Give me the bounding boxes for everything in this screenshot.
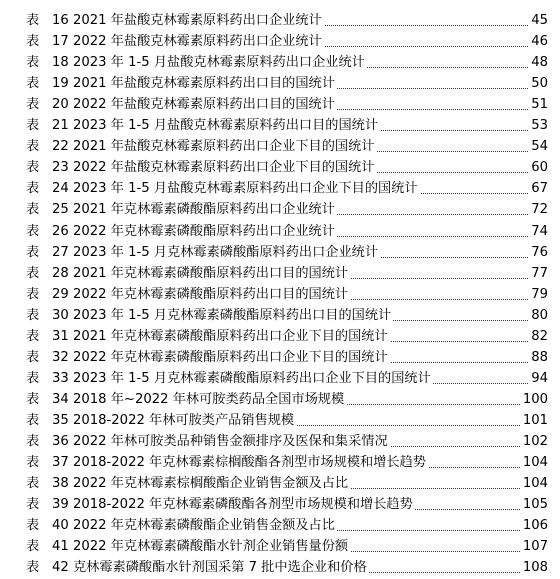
toc-entry[interactable] <box>0 431 560 453</box>
toc-entry-prefix: 表 <box>26 34 40 50</box>
toc-entry-prefix: 表 <box>26 118 40 134</box>
toc-entry-title[interactable]: 30 2023 年 1-5 月克林霉素磷酸酯原料药出口目的国统计 <box>52 305 393 327</box>
toc-entry[interactable] <box>0 452 560 474</box>
toc-entry[interactable] <box>0 178 560 200</box>
toc-entry-prefix: 表 <box>26 76 40 92</box>
toc-entry-title[interactable]: 35 2018-2022 年林可胺类产品销售规模 <box>52 410 296 432</box>
toc-entry-title[interactable]: 33 2023 年 1-5 月克林霉素磷酸酯原料药出口企业下目的国统计 <box>52 368 433 390</box>
toc-entry-title[interactable]: 32 2022 年克林霉素磷酸酯原料药出口企业下目的国统计 <box>52 347 390 369</box>
toc-entry[interactable] <box>0 73 560 95</box>
toc-entry[interactable] <box>0 136 560 158</box>
toc-entry-title[interactable]: 22 2021 年盐酸克林霉素原料药出口企业下目的国统计 <box>52 136 376 158</box>
toc-entry[interactable] <box>0 410 560 432</box>
toc-entry-page-number[interactable]: 94 <box>529 368 548 390</box>
toc-entry[interactable] <box>0 389 560 411</box>
toc-entry-page-number[interactable]: 67 <box>529 178 548 200</box>
toc-entry[interactable] <box>0 347 560 369</box>
toc-entry-page-number[interactable]: 108 <box>521 557 548 579</box>
toc-entry-prefix: 表 <box>26 328 40 344</box>
toc-entry[interactable] <box>0 284 560 306</box>
toc-entry-prefix: 表 <box>26 539 40 555</box>
toc-entry-title[interactable]: 39 2018-2022 年克林霉素磷酸酯各剂型市场规模和增长趋势 <box>52 494 415 516</box>
toc-entry-page-number[interactable]: 82 <box>529 326 548 348</box>
toc-entry-page-number[interactable]: 105 <box>521 494 548 516</box>
toc-entry[interactable] <box>0 368 560 390</box>
toc-entry-page-number[interactable]: 88 <box>529 347 548 369</box>
toc-entry-prefix: 表 <box>26 55 40 71</box>
toc-entry-prefix: 表 <box>26 497 40 513</box>
toc-entry[interactable] <box>0 263 560 285</box>
toc-entry-page-number[interactable]: 102 <box>521 431 548 453</box>
toc-entry-title[interactable]: 24 2023 年 1-5 月盐酸克林霉素原料药出口企业下目的国统计 <box>52 178 420 200</box>
toc-entry-title[interactable]: 21 2023 年 1-5 月盐酸克林霉素原料药出口目的国统计 <box>52 115 380 137</box>
toc-entry-title[interactable]: 38 2022 年克林霉素棕榈酸酯企业销售金额及占比 <box>52 473 350 495</box>
toc-entry-title[interactable]: 40 2022 年克林霉素磷酸酯企业销售金额及占比 <box>52 515 337 537</box>
toc-entry-prefix: 表 <box>26 223 40 239</box>
toc-entry-prefix: 表 <box>26 265 40 281</box>
toc-entry-prefix: 表 <box>26 476 40 492</box>
toc-entry-prefix: 表 <box>26 560 40 576</box>
toc-entry-page-number[interactable]: 51 <box>529 94 548 116</box>
toc-entry-page-number[interactable]: 72 <box>529 199 548 221</box>
toc-entry-prefix: 表 <box>26 160 40 176</box>
toc-entry-title[interactable]: 19 2021 年盐酸克林霉素原料药出口目的国统计 <box>52 73 337 95</box>
toc-entry-page-number[interactable]: 106 <box>521 515 548 537</box>
toc-entry[interactable] <box>0 515 560 537</box>
toc-entry-prefix: 表 <box>26 434 40 449</box>
toc-entry-title[interactable]: 29 2022 年克林霉素磷酸酯原料药出口目的国统计 <box>52 284 350 306</box>
toc-entry-title[interactable]: 17 2022 年盐酸克林霉素原料药出口企业统计 <box>52 31 324 53</box>
toc-entry-page-number[interactable]: 107 <box>521 536 548 558</box>
toc-entry[interactable] <box>0 199 560 221</box>
toc-entry-prefix: 表 <box>26 139 40 155</box>
toc-entry-title[interactable]: 41 2022 年克林霉素磷酸酯水针剂企业销售量份额 <box>52 536 350 558</box>
toc-entry-title[interactable]: 31 2021 年克林霉素磷酸酯原料药出口企业下目的国统计 <box>52 326 390 348</box>
toc-entry-page-number[interactable]: 46 <box>529 31 548 53</box>
toc-entry[interactable] <box>0 473 560 495</box>
toc-entry-title[interactable]: 18 2023 年 1-5 月盐酸克林霉素原料药出口企业统计 <box>52 52 367 74</box>
toc-entry-prefix: 表 <box>26 202 40 218</box>
toc-entry[interactable] <box>0 557 560 579</box>
toc-entry-prefix: 表 <box>26 391 40 407</box>
toc-entry-prefix: 表 <box>26 455 40 471</box>
toc-entry-page-number[interactable]: 48 <box>529 52 548 74</box>
toc-entry-page-number[interactable]: 60 <box>529 157 548 179</box>
toc-entry-prefix: 表 <box>26 286 40 302</box>
toc-entry-page-number[interactable]: 104 <box>521 473 548 495</box>
toc-entry-page-number[interactable]: 76 <box>529 242 548 264</box>
toc-entry-title[interactable]: 27 2023 年 1-5 月克林霉素磷酸酯原料药出口企业统计 <box>52 242 380 264</box>
toc-entry-page-number[interactable]: 74 <box>529 221 548 243</box>
toc-entry[interactable] <box>0 157 560 179</box>
toc-entry-prefix: 表 <box>26 370 40 386</box>
toc-entry[interactable] <box>0 326 560 348</box>
toc-entry-page-number[interactable]: 100 <box>521 389 548 411</box>
toc-entry-title[interactable]: 36 2022 年林可胺类品种销售金额排序及医保和集采情况 <box>52 431 390 453</box>
toc-entry-prefix: 表 <box>26 13 40 28</box>
toc-entry-prefix: 表 <box>26 349 40 365</box>
toc-entry[interactable] <box>0 221 560 243</box>
toc-entry-title[interactable]: 16 2021 年盐酸克林霉素原料药出口企业统计 <box>52 10 324 32</box>
toc-entry-prefix: 表 <box>26 518 40 534</box>
toc-entry[interactable] <box>0 52 560 74</box>
toc-entry[interactable] <box>0 242 560 264</box>
toc-entry-page-number[interactable]: 101 <box>521 410 548 432</box>
toc-entry-title[interactable]: 20 2022 年盐酸克林霉素原料药出口目的国统计 <box>52 94 337 116</box>
toc-entry-page-number[interactable]: 45 <box>529 10 548 32</box>
toc-entry-prefix: 表 <box>26 307 40 323</box>
toc-entry-title[interactable]: 25 2021 年克林霉素磷酸酯原料药出口企业统计 <box>52 199 337 221</box>
toc-entry-title[interactable]: 34 2018 年~2022 年林可胺类药品全国市场规模 <box>52 389 346 411</box>
toc-entry[interactable] <box>0 94 560 116</box>
toc-entry-page-number[interactable]: 79 <box>529 284 548 306</box>
toc-entry[interactable] <box>0 115 560 137</box>
toc-entry-page-number[interactable]: 54 <box>529 136 548 158</box>
toc-entry-title[interactable]: 28 2021 年克林霉素磷酸酯原料药出口目的国统计 <box>52 263 350 285</box>
toc-entry[interactable] <box>0 305 560 327</box>
toc-entry[interactable] <box>0 494 560 516</box>
toc-entry-prefix: 表 <box>26 244 40 260</box>
toc-entry[interactable] <box>0 31 560 53</box>
toc-entry[interactable] <box>0 536 560 558</box>
toc-entry-title[interactable]: 37 2018-2022 年克林霉素棕榈酸酯各剂型市场规模和增长趋势 <box>52 452 428 474</box>
toc-entry-page-number[interactable]: 53 <box>529 115 548 137</box>
toc-entry-prefix: 表 <box>26 97 40 113</box>
toc-entry-title[interactable]: 23 2022 年盐酸克林霉素原料药出口企业下目的国统计 <box>52 157 376 179</box>
toc-entry[interactable] <box>0 10 560 32</box>
toc-entry-prefix: 表 <box>26 412 40 428</box>
toc-entry-title[interactable]: 42 克林霉素磷酸酯水针剂国采第 7 批中选企业和价格 <box>52 557 369 579</box>
toc-entry-title[interactable]: 26 2022 年克林霉素磷酸酯原料药出口企业统计 <box>52 221 337 243</box>
toc-entry-page-number[interactable]: 50 <box>529 73 548 95</box>
toc-entry-page-number[interactable]: 77 <box>529 263 548 285</box>
toc-entry-page-number[interactable]: 80 <box>529 305 548 327</box>
toc-entry-prefix: 表 <box>26 181 40 197</box>
toc-entry-page-number[interactable]: 104 <box>521 452 548 474</box>
